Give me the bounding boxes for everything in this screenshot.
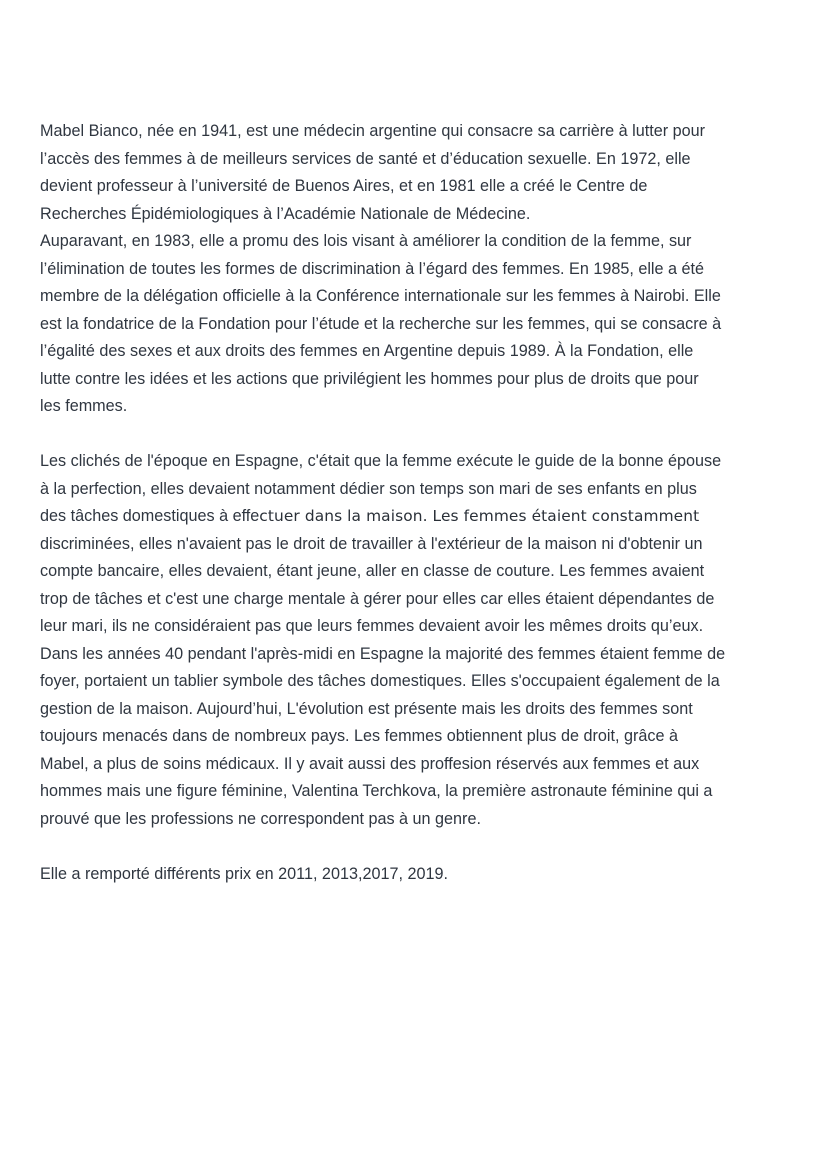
text-line: Elle a remporté différents prix en 2011, 2013,2017, 2019. (40, 864, 448, 883)
text-line: l’égalité des sexes et aux droits des femmes en Argentine depuis 1989. À la Fondation, elle (40, 342, 694, 360)
text-line: l’élimination de toutes les formes de discrimination à l’égard des femmes. En 1985, elle a été (40, 259, 705, 278)
text-line: membre de la délégation officielle à la Conférence internationale sur les femmes à Nairobi. Elle (40, 287, 721, 305)
text-line: prouvé que les professions ne correspondent pas à un genre. (40, 809, 481, 828)
text-line: l’accès des femmes à de meilleurs services de santé et d’éducation sexuelle. En 1972, elle (40, 149, 691, 168)
text-line: Recherches Épidémiologiques à l’Académie Nationale de Médecine. (40, 204, 531, 223)
text-segment: des tâches domestiques à effe (40, 507, 260, 525)
text-line: devient professeur à l’université de Buenos Aires, et en 1981 elle a créé le Centre de (40, 177, 648, 195)
text-line: foyer, portaient un tablier symbole des tâches domestiques. Elles s'occupaient également de la (40, 672, 720, 690)
text-line: gestion de la maison. Aujourd’hui, L'évolution est présente mais les droits des femmes sont (40, 699, 693, 718)
paragraph-spain (40, 448, 800, 833)
text-line: Dans les années 40 pendant l'après-midi en Espagne la majorité des femmes étaient femme de (40, 644, 726, 663)
text-line: discriminées, elles n'avaient pas le droit de travailler à l'extérieur de la maison ni d'obtenir un (40, 534, 703, 553)
text-line: trop de tâches et c'est une charge mentale à gérer pour elles car elles étaient dépendantes de (40, 589, 715, 608)
text-line: hommes mais une figure féminine, Valentina Terchkova, la première astronaute féminine qui a (40, 782, 713, 800)
text-line: Auparavant, en 1983, elle a promu des lois visant à améliorer la condition de la femme, sur (40, 232, 692, 250)
text-line: à la perfection, elles devaient notamment dédier son temps son mari de ses enfants en plus (40, 479, 697, 498)
text-line-mixed-font (40, 503, 800, 531)
text-line: toujours menacés dans de nombreux pays. Les femmes obtiennent plus de droit, grâce à (40, 727, 678, 745)
text-segment-alt-font: ctuer dans la maison. Les femmes étaient constamment (259, 507, 700, 525)
paragraph-gap (40, 833, 800, 861)
text-line: Mabel, a plus de soins médicaux. Il y avait aussi des proffesion réservés aux femmes et aux (40, 754, 700, 773)
text-line: Les clichés de l'époque en Espagne, c'était que la femme exécute le guide de la bonne épouse (40, 452, 722, 470)
text-line: Mabel Bianco, née en 1941, est une médecin argentine qui consacre sa carrière à lutter pour (40, 122, 705, 140)
paragraph-prizes (40, 861, 800, 889)
text-line: leur mari, ils ne considéraient pas que leurs femmes devaient avoir les mêmes droits qu’eux. (40, 617, 704, 635)
text-line: les femmes. (40, 397, 128, 415)
text-line: lutte contre les idées et les actions que privilégient les hommes pour plus de droits que pour (40, 369, 699, 388)
text-line: compte bancaire, elles devaient, étant jeune, aller en classe de couture. Les femmes avaient (40, 562, 705, 580)
essay-text (40, 118, 800, 888)
paragraph-gap (40, 421, 800, 449)
text-line: est la fondatrice de la Fondation pour l’étude et la recherche sur les femmes, qui se consacre à (40, 314, 722, 333)
paragraph-bio (40, 118, 800, 421)
